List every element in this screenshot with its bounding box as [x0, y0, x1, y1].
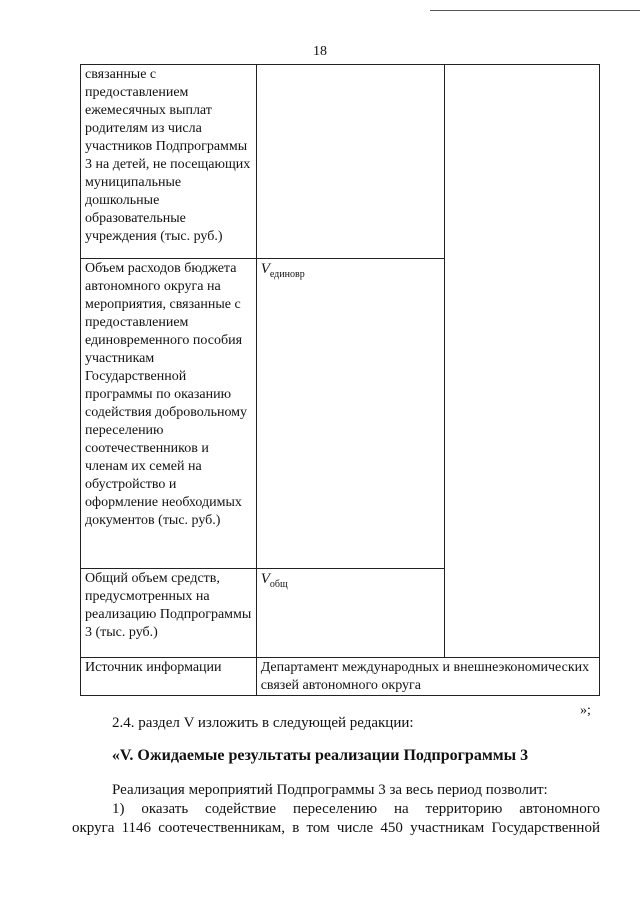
section-instruction: 2.4. раздел V изложить в следующей редакции: [112, 715, 414, 731]
intro-paragraph: Реализация мероприятий Подпрограммы 3 за весь период позволит: [112, 782, 548, 798]
row-variable [256, 259, 444, 569]
page-number: 18 [313, 44, 327, 59]
merged-empty-cell [444, 65, 599, 658]
item-1-line-2: округа 1146 соотечественникам, в том числе 450 участникам Государственной [72, 820, 600, 836]
table-row [81, 65, 600, 259]
row-variable [256, 65, 444, 259]
source-label: Источник информации [81, 658, 257, 696]
row-label: Объем расходов бюджета автономного округа на мероприятия, связанные с предоставлением единовременного пособия участникам Государственной программы по оказанию содействия добровольному переселению соотечественников и членам их семей на обустройство и оформление необходимых документов (тыс. руб.) [81, 259, 257, 569]
item-1-line-1: 1) оказать содействие переселению на территорию автономного [112, 801, 600, 817]
variable-subscript: общ [269, 579, 288, 590]
variable-subscript: единовр [269, 269, 305, 280]
table-row-source [81, 658, 600, 696]
row-label: связанные с предоставлением ежемесячных выплат родителям из числа участников Подпрограммы 3 на детей, не посещающих муниципальные дошкольные образовательные учреждения (тыс. руб.) [81, 65, 257, 259]
row-variable [256, 569, 444, 658]
source-value: Департамент международных и внешнеэкономических связей автономного округа [256, 658, 599, 696]
indicator-table [80, 64, 600, 696]
section-heading: «V. Ожидаемые результаты реализации Подпрограммы 3 [111, 747, 529, 764]
top-rule [430, 10, 640, 11]
closing-quote: »; [580, 703, 591, 718]
variable-symbol: V [260, 571, 270, 587]
row-label: Общий объем средств, предусмотренных на реализацию Подпрограммы 3 (тыс. руб.) [81, 569, 257, 658]
variable-symbol: V [260, 261, 270, 277]
